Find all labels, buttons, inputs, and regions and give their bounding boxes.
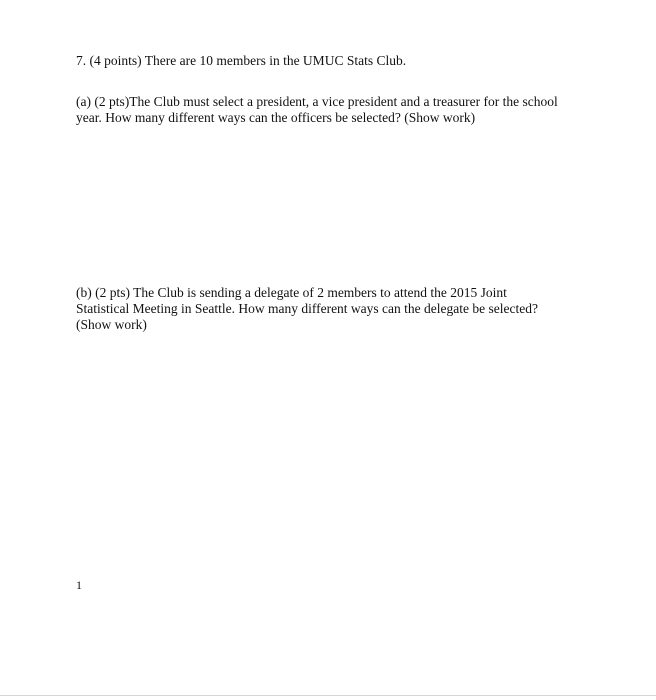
part-a-line-1: (a) (2 pts)The Club must select a president, a vice president and a treasurer for the school (76, 94, 558, 109)
part-b-line-1: (b) (2 pts) The Club is sending a delegate of 2 members to attend the 2015 Joint (76, 285, 507, 300)
question-title: 7. (4 points) There are 10 members in the UMUC Stats Club. (76, 53, 407, 68)
part-a-line-2: year. How many different ways can the officers be selected? (Show work) (76, 110, 476, 125)
part-b-line-2: Statistical Meeting in Seattle. How many different ways can the delegate be selected? (76, 301, 538, 316)
page-number: 1 (76, 578, 82, 592)
part-b-line-3: (Show work) (76, 317, 147, 332)
page-bottom-divider (0, 695, 656, 696)
